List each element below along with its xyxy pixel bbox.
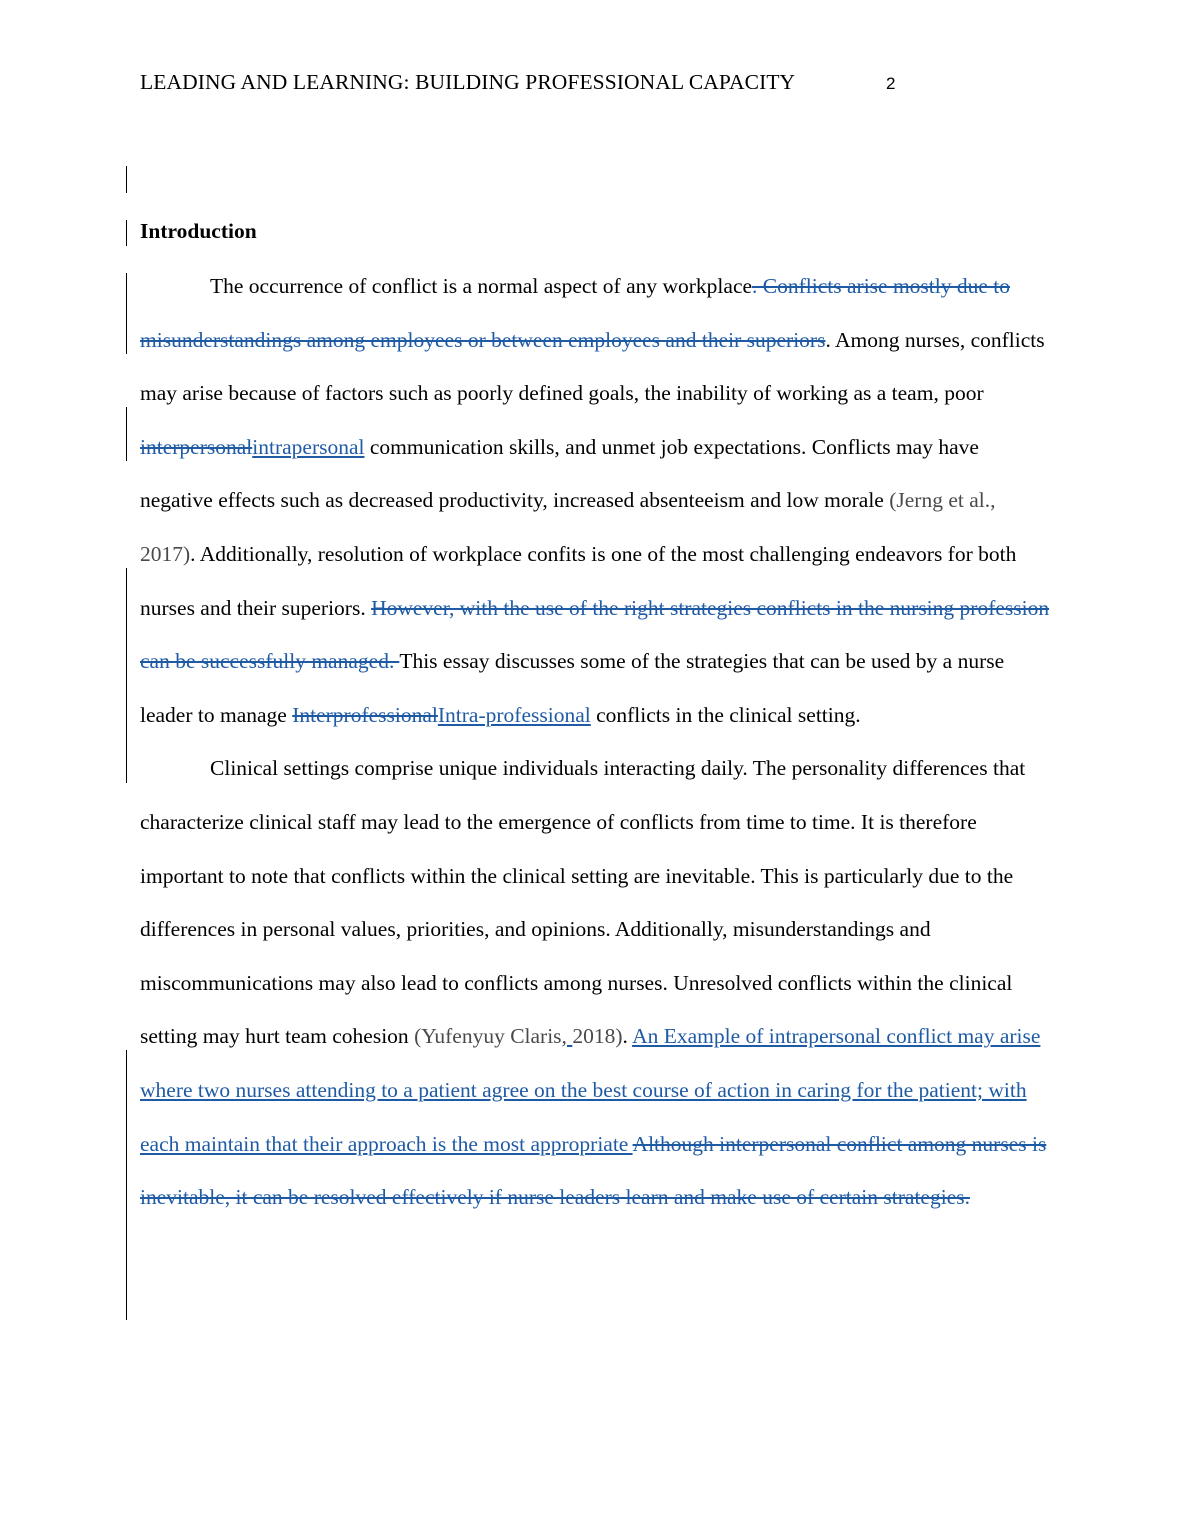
text-run: conflicts in the clinical setting. [590, 702, 861, 727]
paragraph-1 [140, 260, 1050, 742]
change-bar [126, 1050, 127, 1320]
citation: (Yufenyuy Claris, [414, 1024, 567, 1049]
text-run: . Additionally, resolution of workplace confits is one of the most challenging endeavors for both nurses and their superiors. [140, 541, 1017, 620]
text-run: This essay discusses some of the strategies that can be used by a nurse leader to manage [140, 649, 1005, 727]
change-bar [126, 166, 127, 193]
text-run: Clinical settings comprise unique individuals interacting daily. The personality differences that characterize clinical staff may lead to the emergence of conflicts from time to time. It is therefore important to note that conflicts within the clinical setting are inevitable. This is particularly due to the differences in personal values, priorities, and opinions. Additionally, misunderstandings and miscommunications may also lead to conflicts among nurses. Unresolved conflicts within the clinical setting may hurt team cohesion [140, 756, 1026, 1049]
tracked-deletion: . Conflicts arise mostly due to misunderstandings among employees or between employees and their superiors [140, 274, 1010, 352]
text-run: . Among nurses, conflicts may arise because of factors such as poorly defined goals, the inability of working as a team, poor [140, 327, 1045, 406]
text-run: communication skills, and unmet job expectations. Conflicts may have negative effects such as decreased productivity, increased absenteeism and low morale [140, 434, 979, 513]
tracked-deletion: However, with the use of the right strategies conflicts in the nursing profession can be successfully managed. [140, 595, 1050, 674]
section-heading: Introduction [140, 219, 257, 243]
tracked-deletion: Although interpersonal conflict among nurses is inevitable, it can be resolved effectively if nurse leaders learn and make use of certain strategies. [140, 1131, 1047, 1210]
tracked-deletion: interpersonal [140, 434, 253, 459]
body-text [140, 260, 1050, 1225]
change-bar [126, 273, 127, 354]
text-run: . [622, 1024, 633, 1049]
paragraph-2 [140, 742, 1050, 1224]
citation: (Jerng et al., 2017) [140, 488, 996, 566]
page-number: 2 [886, 74, 896, 93]
tracked-insertion: An Example of intrapersonal conflict may arise where two nurses attending to a patient agree on the best course of action in caring for the patient; with each maintain that their approach is the most appropriate [140, 1024, 1041, 1156]
tracked-insertion: intrapersonal [252, 434, 365, 459]
tracked-deletion: Interprofessional [292, 702, 438, 727]
change-bar [126, 220, 127, 246]
change-bar [126, 568, 127, 783]
change-bar [126, 407, 127, 461]
tracked-insertion: Intra-professional [437, 702, 591, 727]
text-run: The occurrence of conflict is a normal aspect of any workplace [210, 274, 753, 298]
citation: 2018) [572, 1024, 623, 1049]
running-head: LEADING AND LEARNING: BUILDING PROFESSIONAL CAPACITY [140, 70, 796, 94]
